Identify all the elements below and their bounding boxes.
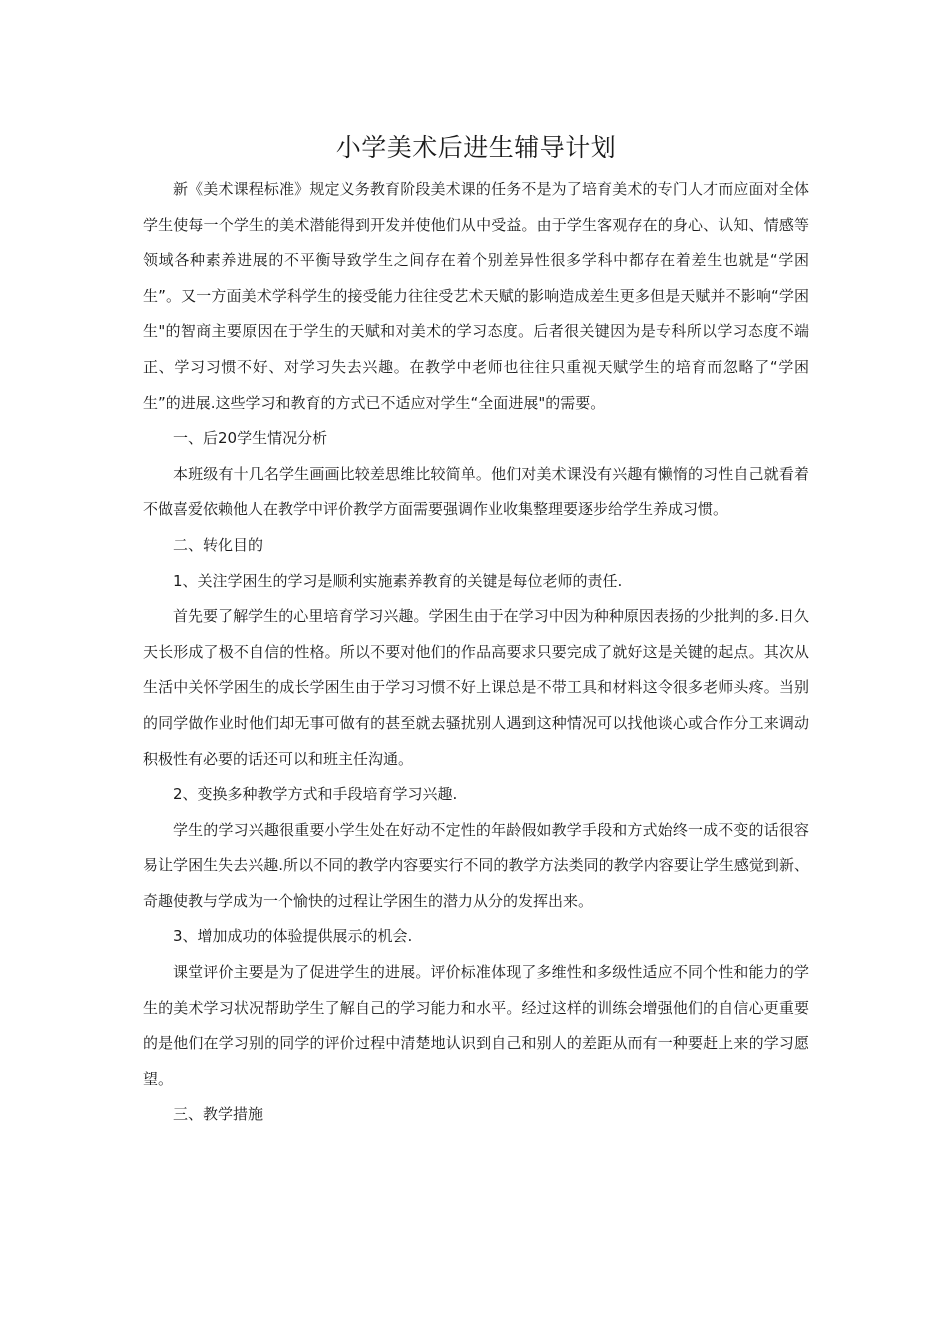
document-content [143,128,809,1133]
goal-2-heading: 2、变换多种教学方式和手段培育学习兴趣. [173,785,458,804]
analysis-paragraph: 本班级有十几名学生画画比较差思维比较简单。他们对美术课没有兴趣有懒惰的习性自己就看着不做喜爱依赖他人在教学中评价教学方面需要强调作业收集整理要逐步给学生养成习惯。 [143,464,809,519]
goal-2-paragraph: 学生的学习兴趣很重要小学生处在好动不定性的年龄假如教学手段和方式始终一成不变的话很容易让学困生失去兴趣.所以不同的教学内容要实行不同的教学方法类同的教学内容要让学生感觉到新、奇趣使教与学成为一个愉快的过程让学困生的潜力从分的发挥出来。 [143,820,809,910]
document-title: 小学美术后进生辅导计划 [335,133,617,162]
goal-3-paragraph: 课堂评价主要是为了促进学生的进展。评价标准体现了多维性和多级性适应不同个性和能力的学生的美术学习状况帮助学生了解自己的学习能力和水平。经过这样的训练会增强他们的自信心更重要的是他们在学习别的同学的评价过程中清楚地认识到自己和别人的差距从而有一种要赶上来的学习愿望。 [143,963,809,1088]
section-heading-analysis: 一、后20学生情况分析 [173,429,328,448]
section-heading-measures: 三、教学措施 [173,1105,264,1124]
goal-1-heading: 1、关注学困生的学习是顺利实施素养教育的关键是每位老师的责任. [173,571,623,590]
goal-1-paragraph: 首先要了解学生的心里培育学习兴趣。学困生由于在学习中因为种种原因表扬的少批判的多.日久天长形成了极不自信的性格。所以不要对他们的作品高要求只要完成了就好这是关键的起点。其次从生活中关怀学困生的成长学困生由于学习习惯不好上课总是不带工具和材料这令很多老师头疼。当别的同学做作业时他们却无事可做有的甚至就去骚扰别人遇到这种情况可以找他谈心或合作分工来调动积极性有必要的话还可以和班主任沟通。 [143,607,809,768]
intro-paragraph: 新《美术课程标准》规定义务教育阶段美术课的任务不是为了培育美术的专门人才而应面对全体学生使每一个学生的美术潜能得到开发并使他们从中受益。由于学生客观存在的身心、认知、情感等领域各种素养进展的不平衡导致学生之间存在着个别差异性很多学科中都存在着差生也就是“学困生”。又一方面美术学科学生的接受能力往往受艺术天赋的影响造成差生更多但是天赋并不影响“学困生"的智商主要原因在于学生的天赋和对美术的学习态度。后者很关键因为是专科所以学习态度不端正、学习习惯不好、对学习失去兴趣。在教学中老师也往往只重视天赋学生的培育而忽略了“学困生”的进展.这些学习和教育的方式已不适应对学生“全面进展"的需要。 [143,180,809,412]
goal-3-heading: 3、增加成功的体验提供展示的机会. [173,927,413,946]
section-heading-goals: 二、转化目的 [173,535,264,554]
